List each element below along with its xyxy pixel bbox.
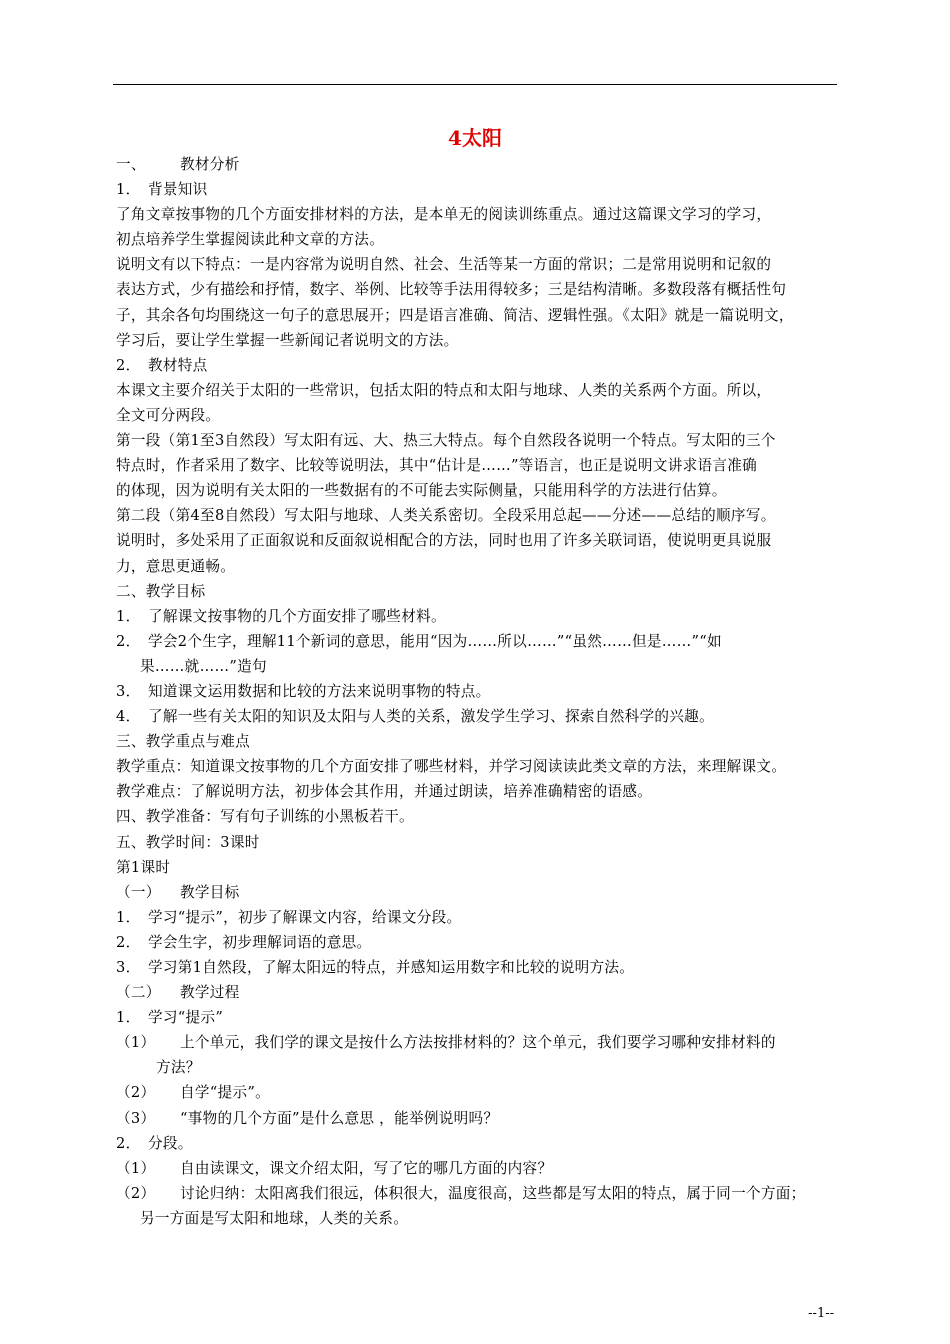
text-line [116,629,846,654]
line-text: 背景知识 [148,181,208,199]
line-text: 学会生字，初步理解词语的意思。 [148,933,372,951]
text-line [116,1005,846,1030]
text-line: 方法？ [156,1059,201,1077]
text-line: 第二段（第4至8自然段）写太阳与地球、人类关系密切。全段采用总起——分述——总结的顺序写。 [116,507,776,525]
text-line [116,1106,846,1131]
line-marker: （2） [116,1184,156,1202]
line-text: 学会2个生字，理解11个新词的意思，能用“因为……所以……”“虽然……但是……”“如 [148,632,722,650]
text-line: 二、教学目标 [116,582,206,600]
line-text: 教材分析 [180,156,240,173]
line-marker: （2） [116,1084,156,1102]
text-line: 了角文章按事物的几个方面安排材料的方法，是本单无的阅读训练重点。通过这篇课文学习的学习， [116,206,772,224]
line-marker: 1． [116,1009,141,1027]
text-line [116,177,846,202]
line-marker: 1． [116,908,141,926]
text-line [116,679,846,704]
line-marker: 2． [116,933,141,951]
line-text: 教材特点 [148,356,208,374]
text-line: 说明时，多处采用了正面叙说和反面叙说相配合的方法，同时也用了许多关联词语，使说明更具说服 [116,532,772,550]
text-line: 果……就……”造句 [140,657,267,675]
line-marker: （一） [116,883,161,901]
line-text: 教学目标 [180,883,240,901]
text-line: 教学难点：了解说明方法，初步体会其作用，并通过朗读，培养准确精密的语感。 [116,783,653,801]
text-line: 第一段（第1至3自然段）写太阳有远、大、热三大特点。每个自然段各说明一个特点。写太阳的三个 [116,432,776,450]
page-number: --1-- [808,1306,834,1321]
line-text: “事物的几个方面”是什么意思 ，能举例说明吗？ [180,1109,499,1127]
text-line [116,905,846,930]
line-marker: 4． [116,708,141,726]
text-line: 三、教学重点与难点 [116,733,251,751]
text-line [116,1131,846,1156]
text-line [116,980,846,1005]
line-marker: 2． [116,356,141,374]
line-text: 教学过程 [180,984,240,1002]
text-line [116,604,846,629]
line-marker: 3． [116,959,141,976]
line-marker: 3． [116,682,141,700]
line-text: 学习“提示”，初步了解课文内容，给课文分段。 [148,908,462,926]
text-line [116,353,846,378]
text-line: 表达方式，少有描绘和抒情，数字、举例、比较等手法用得较多；三是结构清晰。多数段落有概括性句 [116,281,787,299]
document-title: 4太阳 [448,126,502,150]
document-body [116,152,846,1231]
line-text: 讨论归纳：太阳离我们很远，体积很大，温度很高，这些都是写太阳的特点，属于同一个方面； [180,1184,806,1202]
text-line [116,1156,846,1181]
header-rule [113,84,837,85]
text-line: 初点培养学生掌握阅读此种文章的方法。 [116,231,385,249]
text-line [116,1181,846,1206]
text-line: 说明文有以下特点：一是内容常为说明自然、社会、生活等某一方面的常识；二是常用说明和记叙的 [116,256,772,274]
text-line [116,955,846,980]
line-marker: 1． [116,607,141,625]
text-line [116,880,846,905]
text-line: 特点时，作者采用了数字、比较等说明法，其中“估计是……”等语言，也正是说明文讲求语言准确 [116,457,758,475]
text-line: 子，其余各句均围绕这一句子的意思展开；四是语言准确、简洁、逻辑性强。《太阳》就是一篇说明文， [116,306,794,324]
text-line: 第1课时 [116,858,171,876]
text-line: 的体现，因为说明有关太阳的一些数据有的不可能去实际侧量，只能用科学的方法进行估算。 [116,482,727,500]
line-text: 了解课文按事物的几个方面安排了哪些材料。 [148,607,446,625]
line-text: 自由读课文，课文介绍太阳，写了它的哪几方面的内容？ [180,1159,553,1177]
text-line: 另一方面是写太阳和地球，人类的关系。 [140,1209,409,1227]
text-line [116,152,846,177]
line-marker: 1． [116,181,141,199]
text-line [116,704,846,729]
line-marker: 2． [116,632,141,650]
line-marker: 2． [116,1134,141,1152]
line-text: 自学“提示”。 [180,1084,270,1102]
text-line: 四、教学准备：写有句子训练的小黑板若干。 [116,808,414,826]
line-marker: （1） [116,1034,156,1052]
text-line [116,1030,846,1055]
text-line: 五、教学时间：3课时 [116,833,260,851]
line-text: 知道课文运用数据和比较的方法来说明事物的特点。 [148,682,491,700]
text-line: 力，意思更通畅。 [116,557,236,575]
line-marker: 一、 [116,156,146,173]
text-line [116,1080,846,1105]
line-text: 了解一些有关太阳的知识及太阳与人类的关系，激发学生学习、探索自然科学的兴趣。 [148,708,714,726]
line-marker: （3） [116,1109,156,1127]
text-line [116,930,846,955]
line-marker: （1） [116,1159,156,1177]
line-text: 上个单元，我们学的课文是按什么方法按排材料的？这个单元，我们要学习哪种安排材料的 [180,1034,776,1052]
line-text: 学习第1自然段，了解太阳远的特点，并感知运用数字和比较的说明方法。 [148,959,635,976]
line-marker: （二） [116,984,161,1002]
text-line: 本课文主要介绍关于太阳的一些常识，包括太阳的特点和太阳与地球、人类的关系两个方面。所以， [116,381,772,399]
text-line: 全文可分两段。 [116,406,221,424]
text-line: 教学重点：知道课文按事物的几个方面安排了哪些材料，并学习阅读读此类文章的方法，来理解课文。 [116,758,787,776]
line-text: 分段。 [148,1134,193,1152]
line-text: 学习“提示” [148,1009,224,1027]
text-line: 学习后，要让学生掌握一些新闻记者说明文的方法。 [116,331,459,349]
